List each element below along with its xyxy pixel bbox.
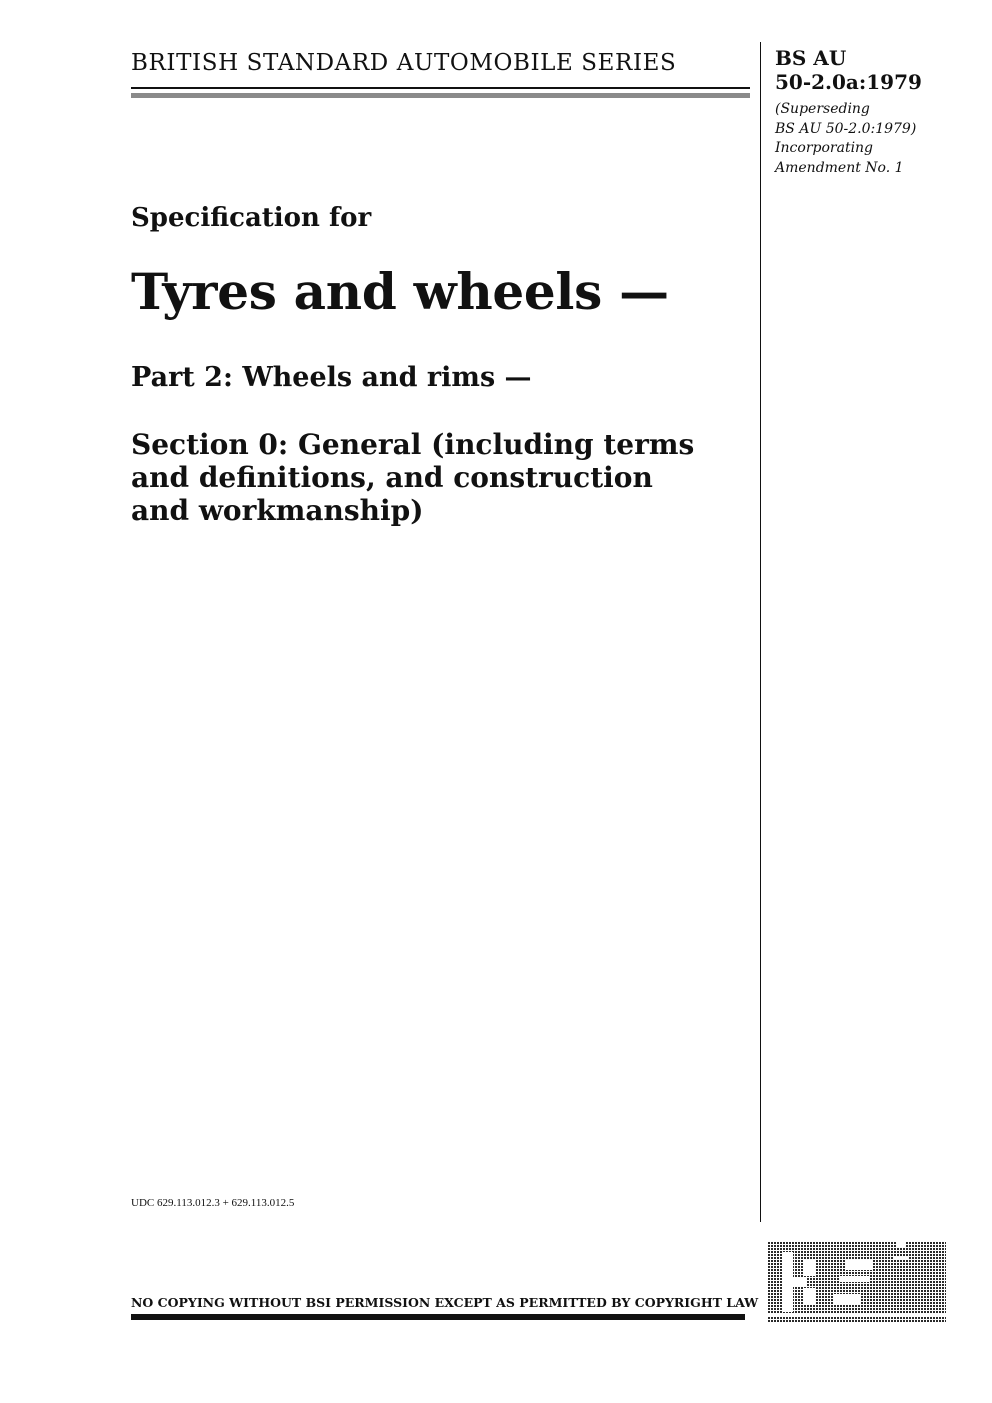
part-title: Part 2: Wheels and rims — (131, 362, 532, 393)
series-title: BRITISH STANDARD AUTOMOBILE SERIES (131, 50, 677, 76)
section-title-line: and definitions, and construction (131, 461, 653, 494)
standard-number (775, 46, 922, 94)
header-rule-thin (131, 87, 750, 89)
standard-number-line-1: BS AU (775, 46, 847, 70)
section-title-line: Section 0: General (including terms (131, 428, 695, 461)
supersede-note-line: Amendment No. 1 (775, 159, 904, 176)
copyright-notice: NO COPYING WITHOUT BSI PERMISSION EXCEPT AS PERMITTED BY COPYRIGHT LAW (131, 1295, 759, 1310)
udc-classification: UDC 629.113.012.3 + 629.113.012.5 (131, 1197, 295, 1209)
column-divider (760, 42, 761, 1222)
section-title (131, 428, 731, 527)
document-title: Tyres and wheels — (131, 262, 669, 321)
standard-number-line-2: 50-2.0a:1979 (775, 70, 922, 94)
spec-for-heading: Specification for (131, 203, 372, 233)
bsi-logo (768, 1242, 946, 1322)
supersede-note-line: Incorporating (775, 140, 874, 156)
header-rule-thick (131, 93, 750, 98)
supersede-note (775, 100, 916, 178)
copyright-bar (131, 1314, 745, 1320)
section-title-line: and workmanship) (131, 494, 424, 527)
supersede-note-line: (Superseding (775, 101, 870, 117)
supersede-note-line: BS AU 50-2.0:1979) (775, 120, 917, 137)
